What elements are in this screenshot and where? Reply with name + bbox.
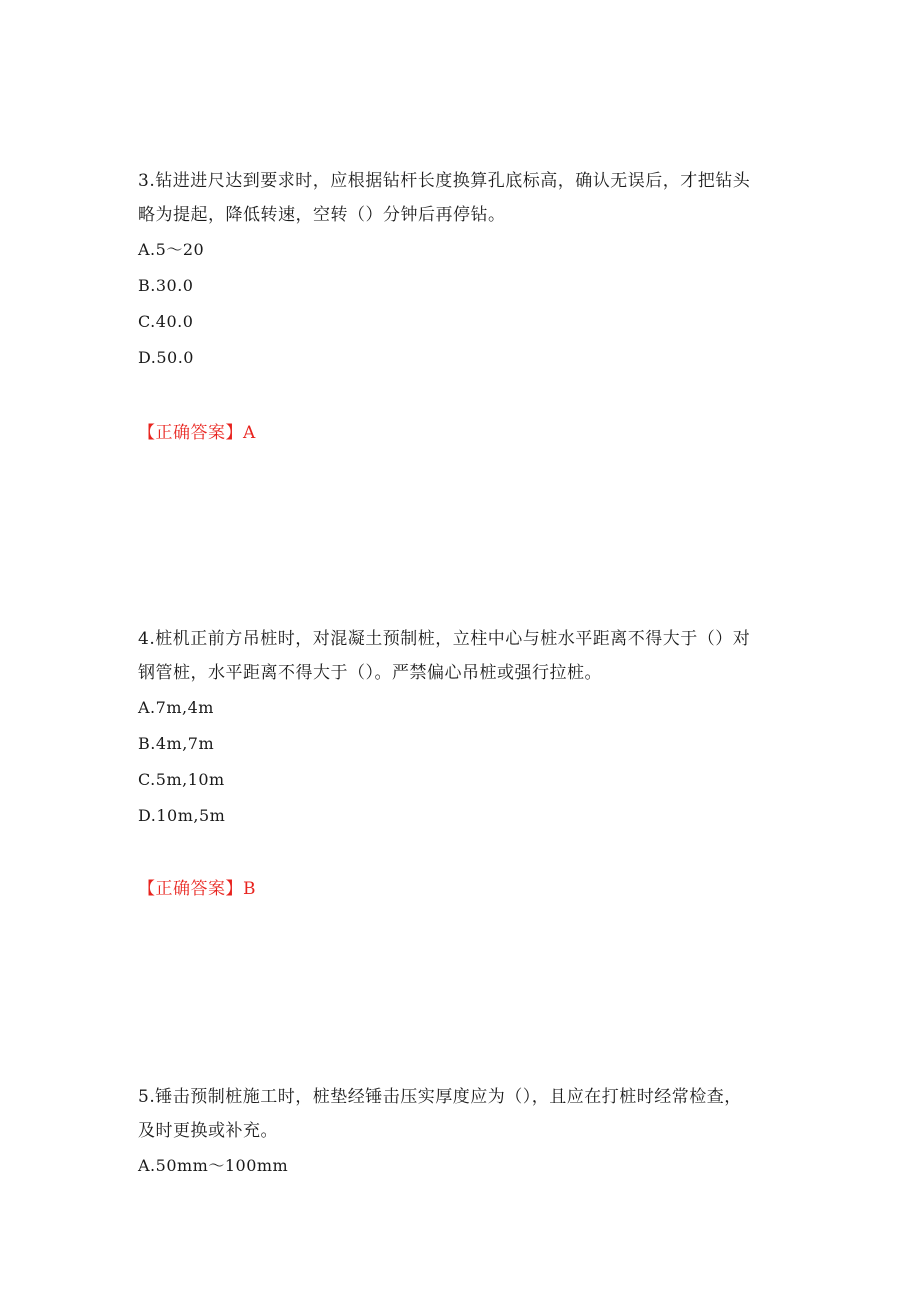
option-c: C.40.0	[138, 312, 194, 331]
question-stem-line: 4.桩机正前方吊桩时，对混凝土预制桩，立柱中心与桩水平距离不得大于（）对	[138, 629, 751, 649]
question-stem-line: 钢管桩，水平距离不得大于（）。严禁偏心吊桩或强行拉桩。	[138, 663, 602, 683]
question-stem-line: 及时更换或补充。	[138, 1121, 278, 1141]
question-3	[138, 164, 798, 376]
option-a: A.50mm～100mm	[138, 1156, 289, 1175]
option-a: A.7m,4m	[138, 698, 214, 717]
question-stem-line: 3.钻进进尺达到要求时，应根据钻杆长度换算孔底标高，确认无误后，才把钻头	[138, 171, 751, 191]
correct-answer: 【正确答案】B	[138, 879, 256, 899]
question-4	[138, 622, 798, 834]
correct-answer: 【正确答案】A	[138, 423, 256, 443]
option-b: B.30.0	[138, 276, 194, 295]
question-stem-line: 5.锤击预制桩施工时，桩垫经锤击压实厚度应为（），且应在打桩时经常检查，	[138, 1087, 742, 1107]
option-c: C.5m,10m	[138, 770, 225, 789]
option-b: B.4m,7m	[138, 734, 215, 753]
option-a: A.5～20	[138, 240, 205, 259]
question-5	[138, 1080, 798, 1184]
option-d: D.10m,5m	[138, 806, 226, 825]
question-stem-line: 略为提起，降低转速，空转（）分钟后再停钻。	[138, 205, 506, 225]
option-d: D.50.0	[138, 348, 194, 367]
